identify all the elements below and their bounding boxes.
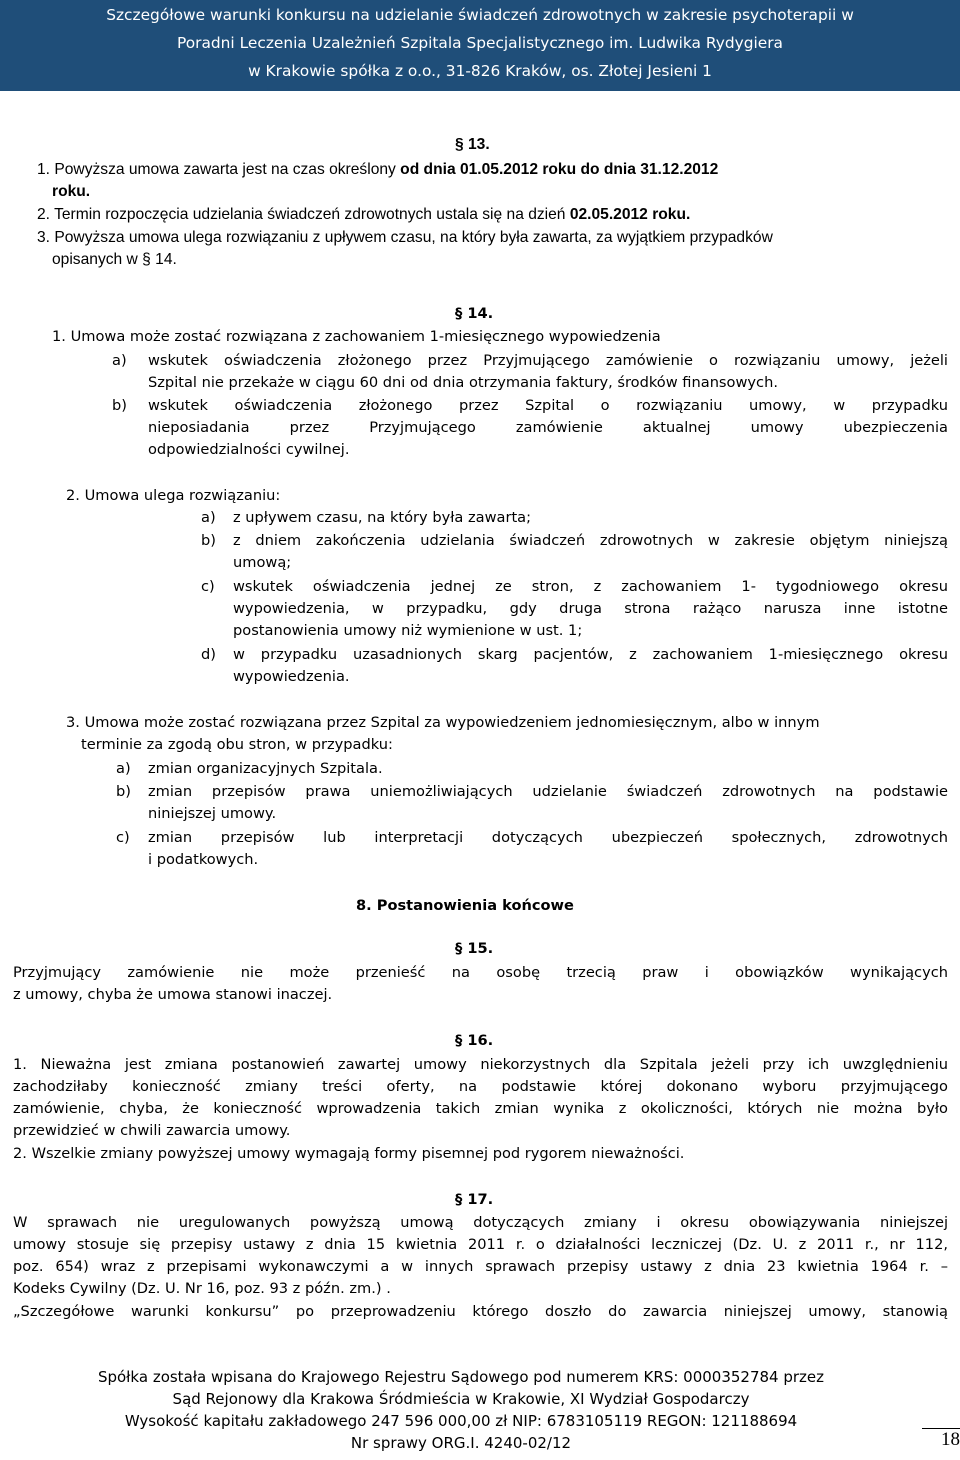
footer-line-2: Sąd Rejonowy dla Krakowa Śródmieścia w Krakowie, XI Wydział Gospodarczy bbox=[172, 1390, 750, 1408]
section-14-item-2c-cont: wypowiedzenia, w przypadku, gdy druga strona rażąco narusza inne istotne bbox=[233, 600, 948, 617]
item-text: Powyższa umowa zawarta jest na czas określony bbox=[54, 161, 401, 178]
footer-line-1: Spółka została wpisana do Krajowego Rejestru Sądowego pod numerem KRS: 0000352784 przez bbox=[97, 1368, 825, 1386]
header-line-1: Szczegółowe warunki konkursu na udzielanie świadczeń zdrowotnych w zakresie psychoterapii w bbox=[106, 6, 854, 24]
section-14-item-3b: zmian przepisów prawa uniemożliwiających udzielanie świadczeń zdrowotnych na podstawie bbox=[148, 783, 948, 800]
section-14-heading: § 14. bbox=[455, 305, 494, 322]
header-line-3: w Krakowie spółka z o.o., 31-826 Kraków, os. Złotej Jesieni 1 bbox=[248, 62, 712, 80]
section-17-line-4: Kodeks Cywilny (Dz. U. Nr 16, poz. 93 z późn. zm.) . bbox=[13, 1280, 391, 1297]
section-16-line-4: przewidzieć w chwili zawarcia umowy. bbox=[13, 1122, 291, 1139]
section-15-heading: § 15. bbox=[455, 940, 494, 957]
section-14-item-1: 1. Umowa może zostać rozwiązana z zachowaniem 1-miesięcznego wypowiedzenia bbox=[52, 328, 661, 345]
section-13-item-1 bbox=[37, 161, 718, 179]
header-line-2: Poradni Leczenia Uzależnień Szpitala Specjalistycznego im. Ludwika Rydygiera bbox=[177, 34, 783, 52]
section-14-item-3b-cont: niniejszej umowy. bbox=[148, 805, 277, 822]
page-number: 18 bbox=[922, 1428, 960, 1455]
section-15-line-2: z umowy, chyba że umowa stanowi inaczej. bbox=[13, 986, 333, 1003]
footer-line-3: Wysokość kapitału zakładowego 247 596 000,00 zł NIP: 6783105119 REGON: 121188694 bbox=[124, 1412, 798, 1430]
section-14-item-2: 2. Umowa ulega rozwiązaniu: bbox=[66, 487, 281, 504]
item-text: Powyższa umowa ulega rozwiązaniu z upływem czasu, na który była zawarta, za wyjątkiem przypadków bbox=[54, 229, 773, 246]
document-footer bbox=[0, 1366, 960, 1460]
section-8-title: 8. Postanowienia końcowe bbox=[356, 897, 574, 914]
list-label: d) bbox=[201, 646, 216, 663]
section-14-item-3c: zmian przepisów lub interpretacji dotyczących ubezpieczeń społecznych, zdrowotnych bbox=[148, 829, 948, 846]
section-16-heading: § 16. bbox=[455, 1032, 494, 1049]
section-14-item-1b-cont: nieposiadania przez Przyjmującego zamówienie aktualnej umowy ubezpieczenia bbox=[148, 419, 948, 436]
section-17-line-2: umowy stosuje się przepisy ustawy z dnia 15 kwietnia 2011 r. o działalności leczniczej (Dz. U. z 2011 r., nr 112, bbox=[13, 1236, 948, 1253]
list-label: b) bbox=[116, 783, 131, 800]
list-label: a) bbox=[201, 509, 216, 526]
list-label: c) bbox=[201, 578, 215, 595]
section-16-line-5: 2. Wszelkie zmiany powyższej umowy wymagają formy pisemnej pod rygorem nieważności. bbox=[13, 1145, 685, 1162]
section-13-item-2 bbox=[37, 206, 690, 224]
item-number: 3. bbox=[37, 229, 51, 246]
section-14-item-1a-cont: Szpital nie przekaże w ciągu 60 dni od dnia otrzymania faktury, środków finansowych. bbox=[148, 374, 778, 391]
list-label: c) bbox=[116, 829, 130, 846]
section-14-item-3a: zmian organizacyjnych Szpitala. bbox=[148, 760, 383, 777]
section-16-line-1: 1. Nieważna jest zmiana postanowień zawartej umowy niekorzystnych dla Szpitala jeżeli przy ich uwzględnieniu bbox=[13, 1056, 948, 1073]
section-14-item-2b: z dniem zakończenia udzielania świadczeń zdrowotnych w zakresie objętym niniejszą bbox=[233, 532, 948, 549]
list-label: a) bbox=[116, 760, 131, 777]
section-14-item-2c: wskutek oświadczenia jednej ze stron, z zachowaniem 1- tygodniowego okresu bbox=[233, 578, 948, 595]
section-13-item-3-cont: opisanych w § 14. bbox=[52, 251, 177, 268]
section-14-item-3-cont: terminie za zgodą obu stron, w przypadku: bbox=[81, 736, 393, 753]
item-text: Termin rozpoczęcia udzielania świadczeń zdrowotnych ustala się na dzień bbox=[54, 206, 570, 223]
section-14-item-2c-cont2: postanowienia umowy niż wymienione w ust. 1; bbox=[233, 622, 583, 639]
item-bold-text: 02.05.2012 roku. bbox=[569, 206, 691, 223]
item-bold-text: od dnia 01.05.2012 roku do dnia 31.12.2012 bbox=[400, 161, 719, 178]
section-14-item-2a: z upływem czasu, na który była zawarta; bbox=[233, 509, 532, 526]
section-15-line-1: Przyjmujący zamówienie nie może przenieść na osobę trzecią praw i obowiązków wynikających bbox=[13, 964, 948, 981]
section-16-line-2: zachodziłaby konieczność zmiany treści oferty, na podstawie której dokonano wyboru przyjmującego bbox=[13, 1078, 948, 1095]
section-13-heading: § 13. bbox=[455, 136, 490, 153]
section-17-line-3: poz. 654) wraz z przepisami wykonawczymi a w innych sprawach przepisy ustawy z dnia 23 kwietnia 1964 r. – bbox=[13, 1258, 948, 1275]
section-14-item-2d: w przypadku uzasadnionych skarg pacjentów, z zachowaniem 1-miesięcznego okresu bbox=[233, 646, 948, 663]
section-17-line-1: W sprawach nie uregulowanych powyższą umową dotyczących zmiany i okresu obowiązywania niniejszej bbox=[13, 1214, 948, 1231]
section-14-item-1b-cont2: odpowiedzialności cywilnej. bbox=[148, 441, 350, 458]
item-number: 1. bbox=[37, 161, 51, 178]
section-14-item-2d-cont: wypowiedzenia. bbox=[233, 668, 350, 685]
list-label: b) bbox=[112, 397, 127, 414]
section-16-line-3: zamówienie, chyba, że konieczność wprowadzenia takich zmian wynika z okoliczności, których nie można było bbox=[13, 1100, 948, 1117]
section-17-line-5: „Szczegółowe warunki konkursu” po przeprowadzeniu którego doszło do zawarcia niniejszej umowy, stanowią bbox=[13, 1303, 948, 1320]
item-number: 2. bbox=[37, 206, 51, 223]
section-13-item-3 bbox=[37, 229, 773, 247]
section-14-item-2b-cont: umową; bbox=[233, 554, 292, 571]
section-17-heading: § 17. bbox=[455, 1191, 494, 1208]
section-13-item-1-cont: roku. bbox=[52, 183, 91, 200]
section-14-item-1b: wskutek oświadczenia złożonego przez Szpital o rozwiązaniu umowy, w przypadku bbox=[148, 397, 948, 414]
section-14-item-1a: wskutek oświadczenia złożonego przez Przyjmującego zamówienie o rozwiązaniu umowy, jeżeli bbox=[148, 352, 948, 369]
footer-line-4: Nr sprawy ORG.I. 4240-02/12 bbox=[350, 1434, 572, 1452]
section-14-item-3c-cont: i podatkowych. bbox=[148, 851, 259, 868]
list-label: a) bbox=[112, 352, 127, 369]
list-label: b) bbox=[201, 532, 216, 549]
section-14-item-3: 3. Umowa może zostać rozwiązana przez Szpital za wypowiedzeniem jednomiesięcznym, albo w innym bbox=[66, 714, 820, 731]
